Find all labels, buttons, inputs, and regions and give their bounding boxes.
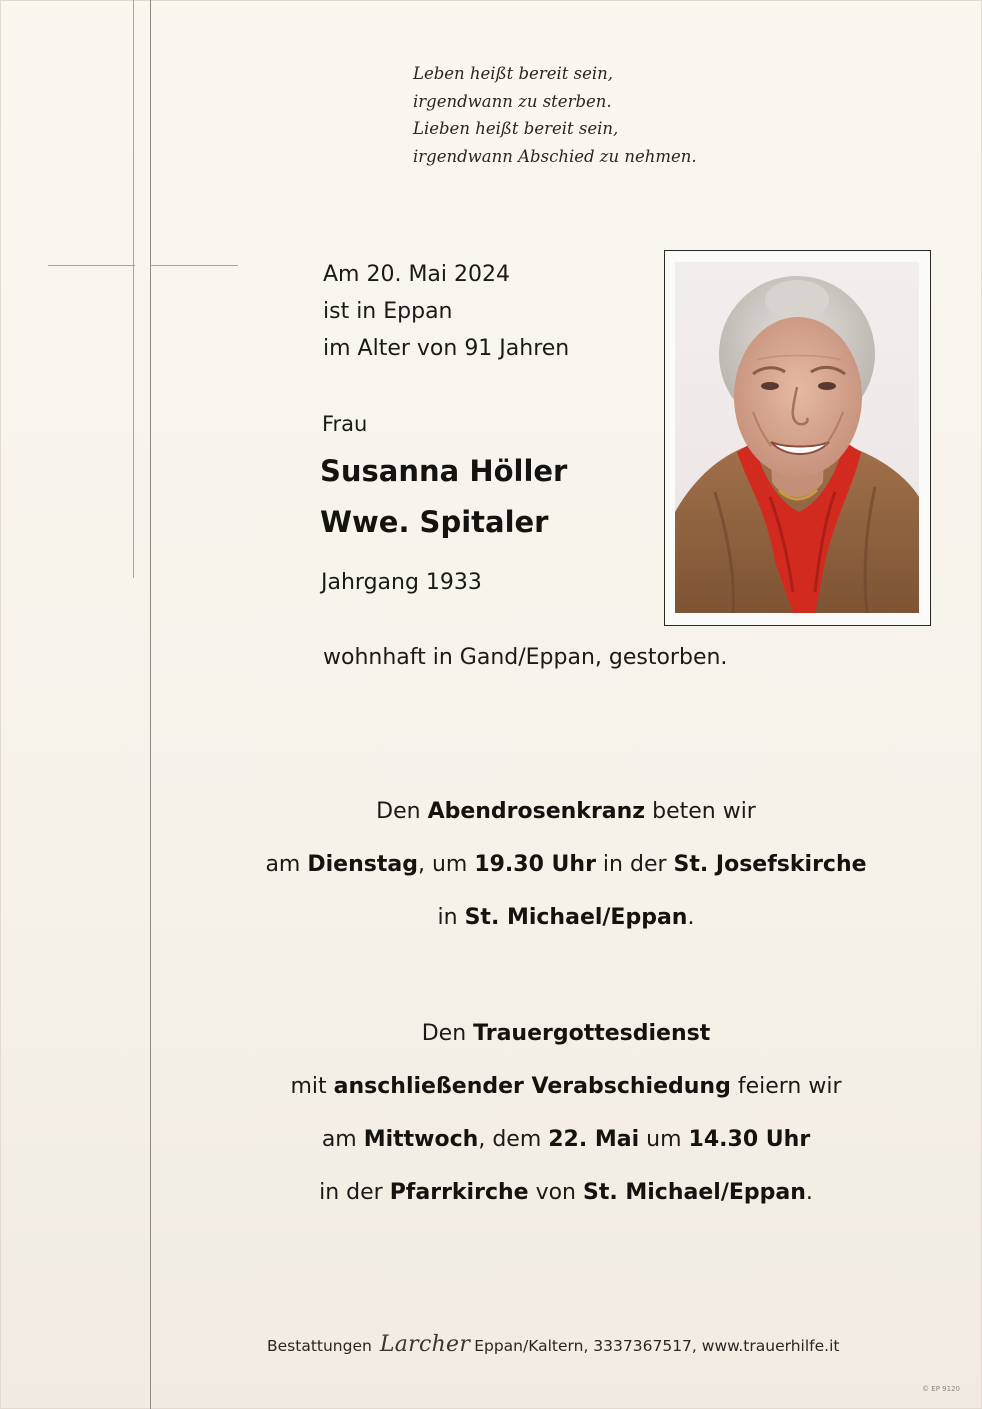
cross-horizontal-line-left	[48, 265, 135, 266]
cross-vertical-line	[133, 0, 134, 578]
rosary-time: 19.30 Uhr	[474, 852, 596, 877]
print-code: © EP 9120	[922, 1385, 960, 1393]
verse-line: Leben heißt bereit sein,	[413, 64, 613, 83]
verse-line: irgendwann zu sterben.	[413, 91, 612, 111]
funeral-home-logo: Larcher	[379, 1332, 471, 1357]
rosary-label: Abendrosenkranz	[427, 799, 646, 824]
verse-line: irgendwann Abschied zu nehmen.	[413, 146, 697, 166]
rosary-announcement	[150, 785, 982, 944]
farewell-label: anschließender Verabschiedung	[333, 1074, 731, 1099]
funeral-service-announcement	[150, 1007, 982, 1219]
footer-prefix: Bestattungen	[267, 1337, 372, 1355]
deceased-name	[320, 446, 567, 548]
funeral-location: St. Michael/Eppan	[583, 1180, 806, 1205]
funeral-line-4: in der Pfarrkirche von St. Michael/Eppan.	[319, 1180, 813, 1205]
residence-line: wohnhaft in Gand/Eppan, gestorben.	[323, 645, 728, 670]
funeral-line-2: mit anschließender Verabschiedung feiern wir	[290, 1074, 842, 1099]
death-date: Am 20. Mai 2024	[323, 262, 511, 287]
funeral-day: Mittwoch	[363, 1127, 479, 1152]
rosary-line-2: am Dienstag, um 19.30 Uhr in der St. Josefskirche	[265, 852, 867, 877]
funeral-date: 22. Mai	[548, 1127, 640, 1152]
funeral-line-1: Den Trauergottesdienst	[421, 1021, 711, 1046]
cross-horizontal-line-right	[150, 265, 238, 266]
funeral-home-footer	[267, 1332, 839, 1357]
age-at-death: im Alter von 91 Jahren	[323, 336, 570, 361]
funeral-line-3: am Mittwoch, dem 22. Mai um 14.30 Uhr	[321, 1127, 811, 1152]
portrait-illustration	[675, 262, 919, 613]
deceased-name-line1: Susanna Höller	[320, 454, 568, 488]
verse-quote	[413, 60, 773, 170]
funeral-time: 14.30 Uhr	[688, 1127, 811, 1152]
rosary-location: St. Michael/Eppan	[464, 905, 688, 930]
death-place: ist in Eppan	[323, 299, 453, 324]
rosary-line-1: Den Abendrosenkranz beten wir	[376, 799, 756, 824]
rosary-church: St. Josefskirche	[673, 852, 867, 877]
funeral-service-label: Trauergottesdienst	[473, 1021, 711, 1046]
funeral-church: Pfarrkirche	[389, 1180, 529, 1205]
rosary-day: Dienstag	[307, 852, 418, 877]
verse-line: Lieben heißt bereit sein,	[413, 119, 619, 138]
portrait-photo	[675, 262, 919, 613]
salutation: Frau	[322, 412, 368, 436]
death-announcement-intro	[323, 256, 569, 367]
footer-contact: Eppan/Kaltern, 3337367517, www.trauerhilfe.it	[474, 1337, 840, 1355]
rosary-line-3: in St. Michael/Eppan.	[437, 905, 695, 930]
deceased-name-line2: Wwe. Spitaler	[320, 505, 549, 539]
birth-year: Jahrgang 1933	[321, 570, 482, 595]
